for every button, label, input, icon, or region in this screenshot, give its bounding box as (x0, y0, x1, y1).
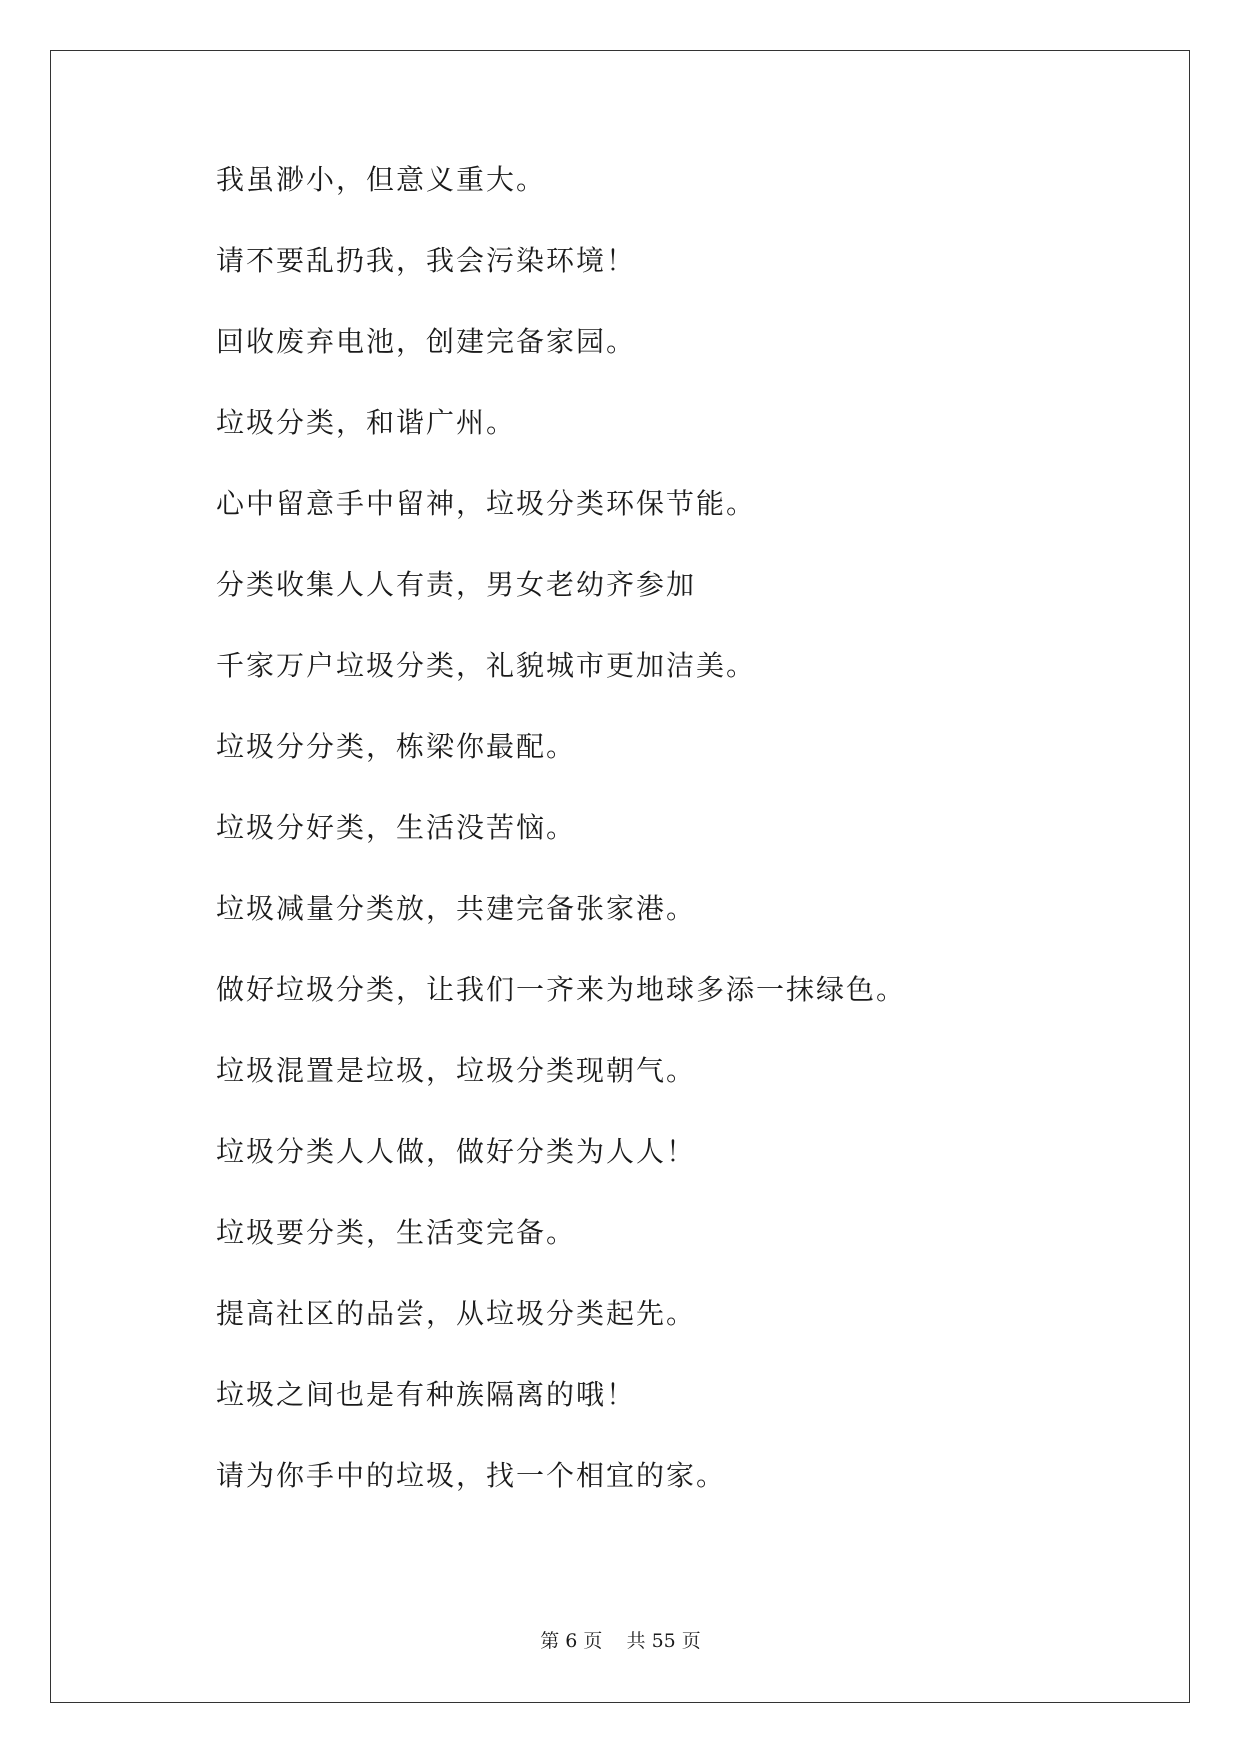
document-body (216, 163, 1116, 1543)
text-line: 垃圾分类人人做，做好分类为人人！ (216, 1135, 697, 1168)
text-line: 做好垃圾分类，让我们一齐来为地球多添一抹绿色。 (216, 973, 907, 1006)
text-line: 垃圾要分类，生活变完备。 (216, 1216, 577, 1249)
text-line: 垃圾混置是垃圾，垃圾分类现朝气。 (216, 1054, 697, 1087)
text-line: 千家万户垃圾分类，礼貌城市更加洁美。 (216, 649, 757, 682)
text-line: 提高社区的品尝，从垃圾分类起先。 (216, 1297, 697, 1330)
text-line: 垃圾分类，和谐广州。 (216, 406, 517, 439)
text-line: 垃圾之间也是有种族隔离的哦！ (216, 1378, 637, 1411)
text-line: 垃圾减量分类放，共建完备张家港。 (216, 892, 697, 925)
text-line: 请不要乱扔我，我会污染环境！ (216, 244, 637, 277)
text-line: 请为你手中的垃圾，找一个相宜的家。 (216, 1459, 727, 1492)
text-line: 垃圾分分类，栋梁你最配。 (216, 730, 577, 763)
page-number: 第 6 页 共 55 页 (540, 1630, 701, 1652)
text-line: 我虽渺小，但意义重大。 (216, 163, 547, 196)
text-line: 回收废弃电池，创建完备家园。 (216, 325, 637, 358)
text-line: 垃圾分好类，生活没苦恼。 (216, 811, 577, 844)
text-line: 心中留意手中留神，垃圾分类环保节能。 (216, 487, 757, 520)
text-line: 分类收集人人有责，男女老幼齐参加 (216, 568, 697, 601)
